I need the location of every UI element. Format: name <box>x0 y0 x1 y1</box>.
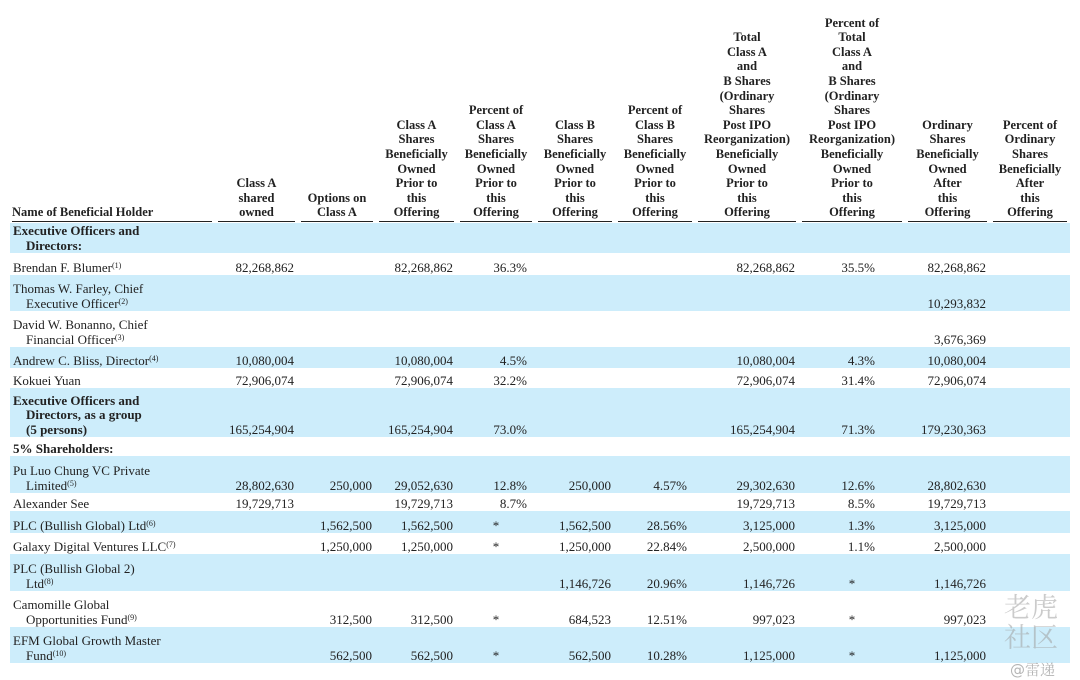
cell-value <box>990 437 1070 456</box>
cell-value <box>457 437 535 456</box>
beneficial-ownership-table <box>10 8 1070 663</box>
cell-value: 71.3% <box>799 388 905 437</box>
column-header-name <box>10 8 215 223</box>
holder-name-line: Camomille Global <box>13 597 110 612</box>
column-header-label: Percent of Class B Shares Beneficially Owned Prior to this Offering <box>618 103 692 222</box>
cell-value: 1,250,000 <box>559 538 611 554</box>
holder-name <box>10 253 215 275</box>
cell-value <box>298 368 376 388</box>
cell-value: 562,500 <box>535 627 615 663</box>
cell-value <box>215 554 298 591</box>
cell-value <box>457 223 535 253</box>
cell-value <box>215 223 298 253</box>
column-header <box>298 8 376 223</box>
cell-value <box>990 275 1070 311</box>
cell-value: 82,268,862 <box>394 259 453 275</box>
footnote-ref: (6) <box>146 518 156 528</box>
holder-name <box>10 456 215 493</box>
cell-value <box>457 275 535 311</box>
watermark-site: 老虎社区 <box>1004 593 1058 654</box>
cell-value: 562,500 <box>298 627 376 663</box>
footnote-ref: (5) <box>67 478 77 488</box>
footnote-ref: (1) <box>111 260 122 270</box>
cell-value: 1,250,000 <box>401 538 453 554</box>
column-header <box>615 8 695 223</box>
column-header <box>457 8 535 223</box>
cell-value: 12.51% <box>646 611 687 627</box>
holder-name-line: Brendan F. Blumer <box>13 259 112 275</box>
cell-value: * <box>457 627 535 663</box>
cell-value: 35.5% <box>841 259 875 275</box>
cell-value: 10,080,004 <box>376 347 457 368</box>
column-header-label: Name of Beneficial Holder <box>12 205 212 222</box>
cell-value: 2,500,000 <box>743 538 795 554</box>
cell-value <box>905 223 990 253</box>
cell-value: 28,802,630 <box>905 456 990 493</box>
holder-name-line: Thomas W. Farley, Chief <box>13 281 144 296</box>
column-header <box>376 8 457 223</box>
cell-value: 1,125,000 <box>695 627 799 663</box>
cell-value: 3,125,000 <box>695 511 799 533</box>
cell-value: 72,906,074 <box>235 372 294 388</box>
cell-value: 10,080,004 <box>905 347 990 368</box>
cell-value <box>298 493 376 511</box>
cell-value <box>535 253 615 275</box>
cell-value: 28,802,630 <box>215 456 298 493</box>
cell-value: 562,500 <box>376 627 457 663</box>
cell-value: 82,268,862 <box>736 259 795 275</box>
cell-value: * <box>799 554 905 591</box>
cell-value: 31.4% <box>841 372 875 388</box>
cell-value <box>990 493 1070 511</box>
cell-value <box>990 368 1070 388</box>
cell-value <box>535 493 615 511</box>
cell-value: 72,906,074 <box>736 372 795 388</box>
holder-name-line: 5% Shareholders: <box>13 440 114 456</box>
table-row <box>10 591 1070 627</box>
footnote-ref: (10) <box>52 648 67 658</box>
cell-value: 1,562,500 <box>376 511 457 533</box>
table-row <box>10 347 1070 368</box>
cell-value: 10,293,832 <box>905 275 990 311</box>
cell-value: 684,523 <box>568 611 611 627</box>
cell-value: 29,052,630 <box>376 456 457 493</box>
cell-value: 165,254,904 <box>695 388 799 437</box>
cell-value <box>535 437 615 456</box>
cell-value: 12.8% <box>457 456 535 493</box>
cell-value <box>695 437 799 456</box>
column-header-label: Percent of Ordinary Shares Beneficially After this Offering <box>993 118 1067 222</box>
cell-value: 19,729,713 <box>736 495 795 511</box>
cell-value <box>799 223 905 253</box>
cell-value: 28.56% <box>615 511 695 533</box>
holder-name <box>10 493 215 511</box>
cell-value: 10.28% <box>615 627 695 663</box>
holder-name-line: PLC (Bullish Global) Ltd <box>13 517 147 533</box>
cell-value <box>615 493 695 511</box>
cell-value <box>457 311 535 347</box>
cell-value <box>215 275 298 311</box>
cell-value: 19,729,713 <box>927 495 986 511</box>
cell-value: 312,500 <box>329 611 372 627</box>
cell-value: 72,906,074 <box>394 372 453 388</box>
cell-value: 20.96% <box>615 554 695 591</box>
cell-value: 3,676,369 <box>934 331 986 347</box>
cell-value: 82,268,862 <box>235 259 294 275</box>
cell-value <box>535 223 615 253</box>
holder-name <box>10 388 215 437</box>
cell-value <box>376 275 457 311</box>
cell-value <box>990 311 1070 347</box>
cell-value: 8.5% <box>847 495 875 511</box>
cell-value: * <box>457 511 535 533</box>
cell-value: 3,125,000 <box>905 511 990 533</box>
cell-value <box>615 388 695 437</box>
column-header <box>535 8 615 223</box>
holder-name <box>10 511 215 533</box>
column-header-label: Percent of Class A Shares Beneficially Owned Prior to this Offering <box>460 103 532 222</box>
cell-value <box>535 388 615 437</box>
cell-value <box>535 368 615 388</box>
table-row <box>10 511 1070 533</box>
cell-value: 1,125,000 <box>905 627 990 663</box>
cell-value <box>799 437 905 456</box>
cell-value <box>298 437 376 456</box>
holder-name-line: Limited <box>26 477 68 493</box>
table-row <box>10 554 1070 591</box>
column-header <box>695 8 799 223</box>
holder-name-line: Ltd <box>26 575 45 591</box>
cell-value: * <box>492 538 500 554</box>
holder-name-line: Directors: <box>26 237 83 253</box>
cell-value <box>990 533 1070 554</box>
cell-value <box>990 554 1070 591</box>
cell-value <box>905 437 990 456</box>
holder-name-line: PLC (Bullish Global 2) <box>13 561 135 576</box>
cell-value: 1,250,000 <box>320 538 372 554</box>
holder-name <box>10 347 215 368</box>
cell-value: 250,000 <box>298 456 376 493</box>
holder-name-line: Fund <box>26 647 53 663</box>
cell-value: * <box>799 627 905 663</box>
footnote-ref: (8) <box>44 576 54 586</box>
cell-value: 1,146,726 <box>905 554 990 591</box>
cell-value: 997,023 <box>752 611 795 627</box>
cell-value: 165,254,904 <box>215 388 298 437</box>
footnote-ref: (2) <box>118 296 128 306</box>
table-row <box>10 493 1070 511</box>
cell-value <box>376 311 457 347</box>
cell-value <box>990 223 1070 253</box>
cell-value: 73.0% <box>457 388 535 437</box>
holder-name <box>10 311 215 347</box>
table-row <box>10 627 1070 663</box>
cell-value <box>298 253 376 275</box>
cell-value: 32.2% <box>493 372 527 388</box>
holder-name <box>10 437 215 456</box>
cell-value: 8.7% <box>499 495 527 511</box>
footnote-ref: (4) <box>149 353 159 363</box>
cell-value <box>990 388 1070 437</box>
cell-value <box>215 511 298 533</box>
holder-name-line: David W. Bonanno, Chief <box>13 317 148 332</box>
cell-value: 29,302,630 <box>695 456 799 493</box>
cell-value: 22.84% <box>646 538 687 554</box>
holder-name-line: EFM Global Growth Master <box>13 633 161 648</box>
cell-value <box>615 253 695 275</box>
section-row <box>10 223 1070 253</box>
cell-value <box>615 437 695 456</box>
holder-name-line: Alexander See <box>13 495 90 511</box>
cell-value: 1,146,726 <box>535 554 615 591</box>
cell-value: 12.6% <box>799 456 905 493</box>
header-row <box>10 8 1070 223</box>
column-header-label: Class B Shares Beneficially Owned Prior to this Offering <box>538 118 612 222</box>
holder-name-line: Andrew C. Bliss, Director <box>13 352 150 368</box>
cell-value <box>457 554 535 591</box>
cell-value <box>695 311 799 347</box>
holder-name-line: Financial Officer <box>26 331 115 347</box>
cell-value: 4.5% <box>457 347 535 368</box>
cell-value: 19,729,713 <box>235 495 294 511</box>
holder-name <box>10 627 215 663</box>
footnote-ref: (9) <box>127 612 137 622</box>
section-row <box>10 437 1070 456</box>
column-header-label: Class A shared owned <box>218 176 295 222</box>
column-header <box>799 8 905 223</box>
cell-value: 1.1% <box>847 538 875 554</box>
cell-value <box>535 275 615 311</box>
column-header-label: Ordinary Shares Beneficially Owned After this Offering <box>908 118 987 222</box>
cell-value <box>298 388 376 437</box>
cell-value <box>298 275 376 311</box>
cell-value: 1,562,500 <box>535 511 615 533</box>
holder-name-line: Galaxy Digital Ventures LLC <box>13 538 167 554</box>
table-row <box>10 456 1070 493</box>
cell-value: 1,146,726 <box>695 554 799 591</box>
holder-name-line: Directors, as a group <box>26 407 142 422</box>
column-header-label: Options on Class A <box>301 191 373 222</box>
table-row <box>10 368 1070 388</box>
cell-value: 165,254,904 <box>376 388 457 437</box>
column-header-label: Percent of Total Class A and B Shares (Ordinary Shares Post IPO Reorganization) Beneficially Owned Prior to this Offering <box>802 16 902 222</box>
cell-value <box>535 311 615 347</box>
column-header-label: Total Class A and B Shares (Ordinary Shares Post IPO Reorganization) Beneficially Owned Prior to this Offering <box>698 30 796 222</box>
holder-name <box>10 368 215 388</box>
cell-value <box>990 347 1070 368</box>
cell-value: * <box>848 611 856 627</box>
cell-value <box>615 347 695 368</box>
cell-value: * <box>492 611 500 627</box>
cell-value <box>799 275 905 311</box>
cell-value <box>799 311 905 347</box>
table-row <box>10 533 1070 554</box>
cell-value <box>215 627 298 663</box>
table-row <box>10 253 1070 275</box>
cell-value: 10,080,004 <box>695 347 799 368</box>
footnote-ref: (3) <box>114 332 125 342</box>
cell-value <box>298 347 376 368</box>
holder-name-line: (5 persons) <box>26 421 88 437</box>
cell-value: 2,500,000 <box>934 538 986 554</box>
holder-name <box>10 275 215 311</box>
cell-value <box>376 223 457 253</box>
cell-value <box>990 456 1070 493</box>
holder-name <box>10 554 215 591</box>
cell-value: 19,729,713 <box>394 495 453 511</box>
cell-value <box>615 275 695 311</box>
holder-name-line: Executive Officer <box>26 295 119 311</box>
cell-value <box>535 347 615 368</box>
cell-value: 10,080,004 <box>215 347 298 368</box>
cell-value: 4.3% <box>799 347 905 368</box>
cell-value <box>990 511 1070 533</box>
holder-name <box>10 223 215 253</box>
cell-value <box>215 533 298 554</box>
cell-value <box>298 554 376 591</box>
holder-name-line: Kokuei Yuan <box>13 372 81 388</box>
holder-name <box>10 533 215 554</box>
column-header-label: Class A Shares Beneficially Owned Prior to this Offering <box>379 118 454 222</box>
cell-value: 4.57% <box>615 456 695 493</box>
table-row <box>10 311 1070 347</box>
cell-value <box>298 311 376 347</box>
holder-name-line: Pu Luo Chung VC Private <box>13 463 150 478</box>
cell-value: 1.3% <box>799 511 905 533</box>
holder-name-line: Executive Officers and <box>13 223 140 238</box>
column-header <box>990 8 1070 223</box>
section-row <box>10 388 1070 437</box>
cell-value <box>695 223 799 253</box>
cell-value <box>615 223 695 253</box>
cell-value: 312,500 <box>410 611 453 627</box>
cell-value <box>695 275 799 311</box>
cell-value: 72,906,074 <box>927 372 986 388</box>
holder-name <box>10 591 215 627</box>
column-header <box>905 8 990 223</box>
footnote-ref: (7) <box>166 539 176 549</box>
cell-value <box>215 311 298 347</box>
cell-value <box>615 311 695 347</box>
cell-value <box>990 253 1070 275</box>
cell-value: 997,023 <box>943 611 986 627</box>
cell-value: 36.3% <box>493 259 527 275</box>
cell-value: 179,230,363 <box>905 388 990 437</box>
cell-value: 1,562,500 <box>298 511 376 533</box>
cell-value <box>215 591 298 627</box>
holder-name-line: Executive Officers and <box>13 392 140 408</box>
table-row <box>10 275 1070 311</box>
cell-value <box>376 554 457 591</box>
cell-value: 82,268,862 <box>927 259 986 275</box>
column-header <box>215 8 298 223</box>
cell-value <box>215 437 298 456</box>
cell-value <box>298 223 376 253</box>
cell-value <box>615 368 695 388</box>
holder-name-line: Opportunities Fund <box>26 611 128 627</box>
watermark-author: @雷递 <box>1010 661 1056 679</box>
cell-value <box>376 437 457 456</box>
cell-value: 250,000 <box>535 456 615 493</box>
